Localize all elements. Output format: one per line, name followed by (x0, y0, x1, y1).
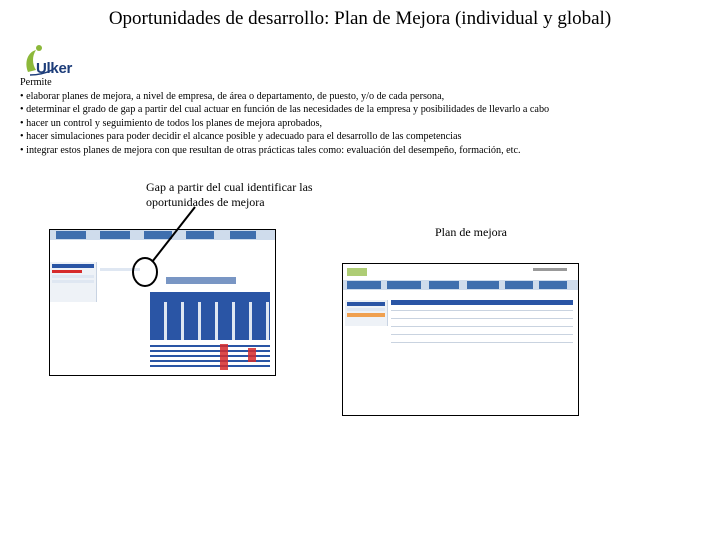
gap-callout-line: oportunidades de mejora (146, 195, 265, 209)
intro-lead: Permite (20, 77, 52, 88)
plan-callout: Plan de mejora (435, 225, 507, 239)
gap-callout-line: Gap a partir del cual identificar las (146, 180, 313, 194)
intro-bullet: • hacer simulaciones para poder decidir el alcance posible y adecuado para el desarrollo de las competencias (20, 131, 462, 142)
logo-wordmark: Ulker (36, 60, 73, 77)
intro-bullet: • integrar estos planes de mejora con que resultan de otras prácticas tales como: evaluación del desempeño, formación, etc. (20, 144, 521, 156)
intro-bullet: • determinar el grado de gap a partir del cual actuar en función de las necesidades de la empresa y posibilidades de llevarlo a cabo (20, 104, 550, 115)
intro-bullet: • elaborar planes de mejora, a nivel de empresa, de área o departamento, de puesto, y/o de cada persona, (20, 90, 445, 102)
slide-title: Oportunidades de desarrollo: Plan de Mejora (individual y global) (108, 8, 612, 29)
intro-bullet: • hacer un control y seguimiento de todos los planes de mejora aprobados, (20, 117, 323, 129)
